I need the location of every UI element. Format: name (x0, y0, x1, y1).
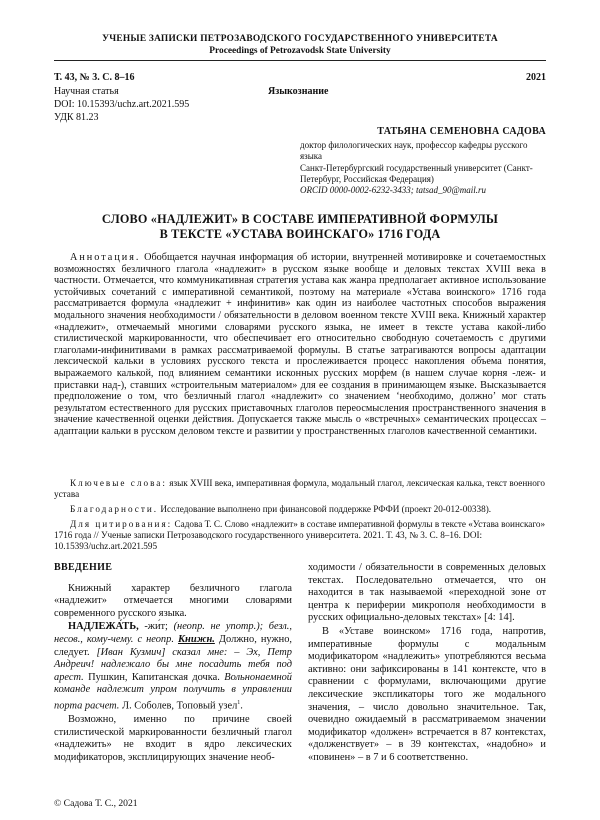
title-line-2: В ТЕКСТЕ «УСТАВА ВОИНСКАГО» 1716 ГОДА (159, 227, 441, 241)
article-type: Научная статья (54, 86, 119, 97)
keywords-label: Ключевые слова: (70, 478, 167, 488)
article-title (54, 212, 546, 242)
copyright: © Садова Т. С., 2021 (54, 798, 138, 809)
publication-year: 2021 (526, 72, 546, 83)
udc: УДК 81.23 (54, 112, 99, 123)
dictionary-entry: НАДЛЕЖА́ТЬ, -жи́т; (неопр. не употр.); безл., несов., кому-чему. с неопр. Книжн. Должно, нужно, следует. [Иван Кузмич] сказал мне: – Эх, Петр Андреич! надлежало бы мне посадить тебя под арест. Пушкин, Капитанская дочка. Вольнонаемной команде надлежит упром получить в управлении порта расчет. Л. Соболев, Топовый узел$^1$. (54, 621, 293, 712)
entry-style-mark: Книжн. (178, 633, 215, 645)
abstract (54, 252, 546, 438)
article-section: Языкознание (268, 86, 329, 97)
abstract-label: Аннотация. (70, 252, 141, 263)
header-divider (54, 60, 546, 61)
journal-title-ru: УЧЕНЫЕ ЗАПИСКИ ПЕТРОЗАВОДСКОГО ГОСУДАРСТВЕННОГО УНИВЕРСИТЕТА (102, 34, 498, 44)
entry-quote-1: [Иван Кузмич] сказал мне: – Эх, Петр Андреич! надлежало бы мне посадить тебя под арест. (54, 646, 293, 683)
acknowledgments-label: Благодарности. (70, 504, 159, 514)
volume-info: Т. 43, № 3. С. 8–16 (54, 72, 135, 83)
abstract-text: Обобщается научная информация об истории, внутренней мотивировке и сочетаемостных возможностях безличного глагола «надлежит» в русском языке вообще и деловых текстах XVIII века в частности. Отмечается, что коммуникативная стратегия устава как жанра предполагает активное использование устойчивых сочетаний с императивной семантикой, поэтому на материале «Устава воинского» 1716 года рассматривается формула «надлежит + инфинитив» как один из наиболее частотных способов выражения модального значения необходимости / обязательности в деловом военном тексте XVIII века. Книжный характер «надлежит», отмечаемый многими словарями русского языка, не имеет в тексте устава какой-либо стилистической маркированности, что обеспечивает его относительно свободную сочетаемость с другими глаголами-инфинитивами в рамках рассматриваемой формулы. В статье затрагиваются вопросы адаптации лексической кальки в условиях русского текста и прослеживается процесс накопления объема понятия, выражаемого калькой, под влиянием семантики исконных русских морфем (в нашем случае корня -леж- и приставки над-), ставших «строительным материалом» для ее создания в принимающем языке. Высказывается предположение о том, что безличный глагол «надлежит» со значением ‘необходимо, должно’ мог стать результатом естественного для русских приставочных глаголов переосмысления пространственного значения в значение качественной оценки действия. Допускается также мысль о «встречных» семантических процессах – адаптации кальки в русском деловом тексте и развитии у пространственных глаголов качественной семантики. (54, 252, 546, 437)
acknowledgments-text: Исследование выполнено при финансовой поддержке РФФИ (проект 20-012-00338). (160, 504, 492, 514)
author-position: доктор филологических наук, профессор кафедры русского языка (300, 140, 528, 162)
entry-source-1: Пушкин, Капитанская дочка. (88, 671, 220, 683)
left-column (54, 562, 292, 764)
author-contact: ORCID 0000-0002-6232-3433; tatsad_90@mail.ru (300, 185, 487, 196)
author-affiliation: Санкт-Петербургский государственный университет (Санкт-Петербург, Российская Федерация) (300, 162, 533, 184)
entry-source-2: Л. Соболев, Топовый узел (122, 700, 238, 712)
right-column (308, 562, 546, 765)
footnote-marker: 1 (237, 699, 241, 706)
keywords (54, 478, 546, 500)
keywords-text: язык XVIII века, императивная формула, модальный глагол, лексическая калька, текст военного устава (54, 478, 545, 499)
section-heading-intro: ВВЕДЕНИЕ (54, 562, 113, 573)
entry-grammar-1: (неопр. не употр.); (173, 621, 264, 633)
entry-grammar-2: безл., несов., кому-чему. с неопр. (54, 621, 292, 645)
acknowledgments (54, 504, 546, 515)
author-block (300, 126, 546, 196)
right-paragraph-1: ходимости / обязательности в современных деловых текстах. Последовательно отмечается, что он находится в так называемой «переходной зоне от центра к периферии микрополя необходимости в русских официально-деловых текстах» [4: 14]. (308, 562, 546, 624)
entry-headword: НАДЛЕЖА́ТЬ, (68, 621, 139, 633)
citation-text: Садова Т. С. Слово «надлежит» в составе императивной формулы в тексте «Устава воинскаго» 1716 года // Ученые записки Петрозаводского государственного университета. 2021. Т. 43, № 3. С. 8–16. DOI: 10.15393/uchz.art.2021.595 (54, 519, 546, 551)
entry-gloss: Должно, нужно, следует. (54, 633, 292, 658)
doi: DOI: 10.15393/uchz.art.2021.595 (54, 99, 190, 110)
citation (54, 519, 546, 552)
intro-paragraph-3: Возможно, именно по причине своей стилистической маркированности безличный глагол «надлежить» не входит в ядро лексических модификаторов, эксплицирующих значение необ- (54, 714, 292, 763)
journal-title-en: Proceedings of Petrozavodsk State University (209, 46, 391, 56)
author-name: ТАТЬЯНА СЕМЕНОВНА САДОВА (377, 126, 546, 137)
title-line-1: СЛОВО «НАДЛЕЖИТ» В СОСТАВЕ ИМПЕРАТИВНОЙ ФОРМУЛЫ (101, 212, 499, 226)
citation-label: Для цитирования: (70, 519, 173, 529)
right-paragraph-2: В «Уставе воинском» 1716 года, напротив, императивные формулы с модальным модификатором «надлежить» употребляются весьма активно: они зафиксированы в 141 контексте, что в сравнении с формулами, включающими другие лексические экспликаторы того же модального значения, – число довольно значительное. Так, очевидно ожидаемый в рассматриваемом значении модификатор «должен» встречается в 87 контекстах, «долженствует» – в 39 контекстах, «надобно» и «повинен» – в 7 и 6 соответственно. (308, 625, 546, 763)
intro-paragraph-1: Книжный характер безличного глагола «надлежит» отмечается многими словарями современного русского языка. (54, 582, 292, 619)
entry-forms: -жи́т; (144, 621, 168, 633)
entry-quote-2: Вольнонаемной команде надлежит упром получить в управлении порта расчет. (54, 671, 292, 712)
